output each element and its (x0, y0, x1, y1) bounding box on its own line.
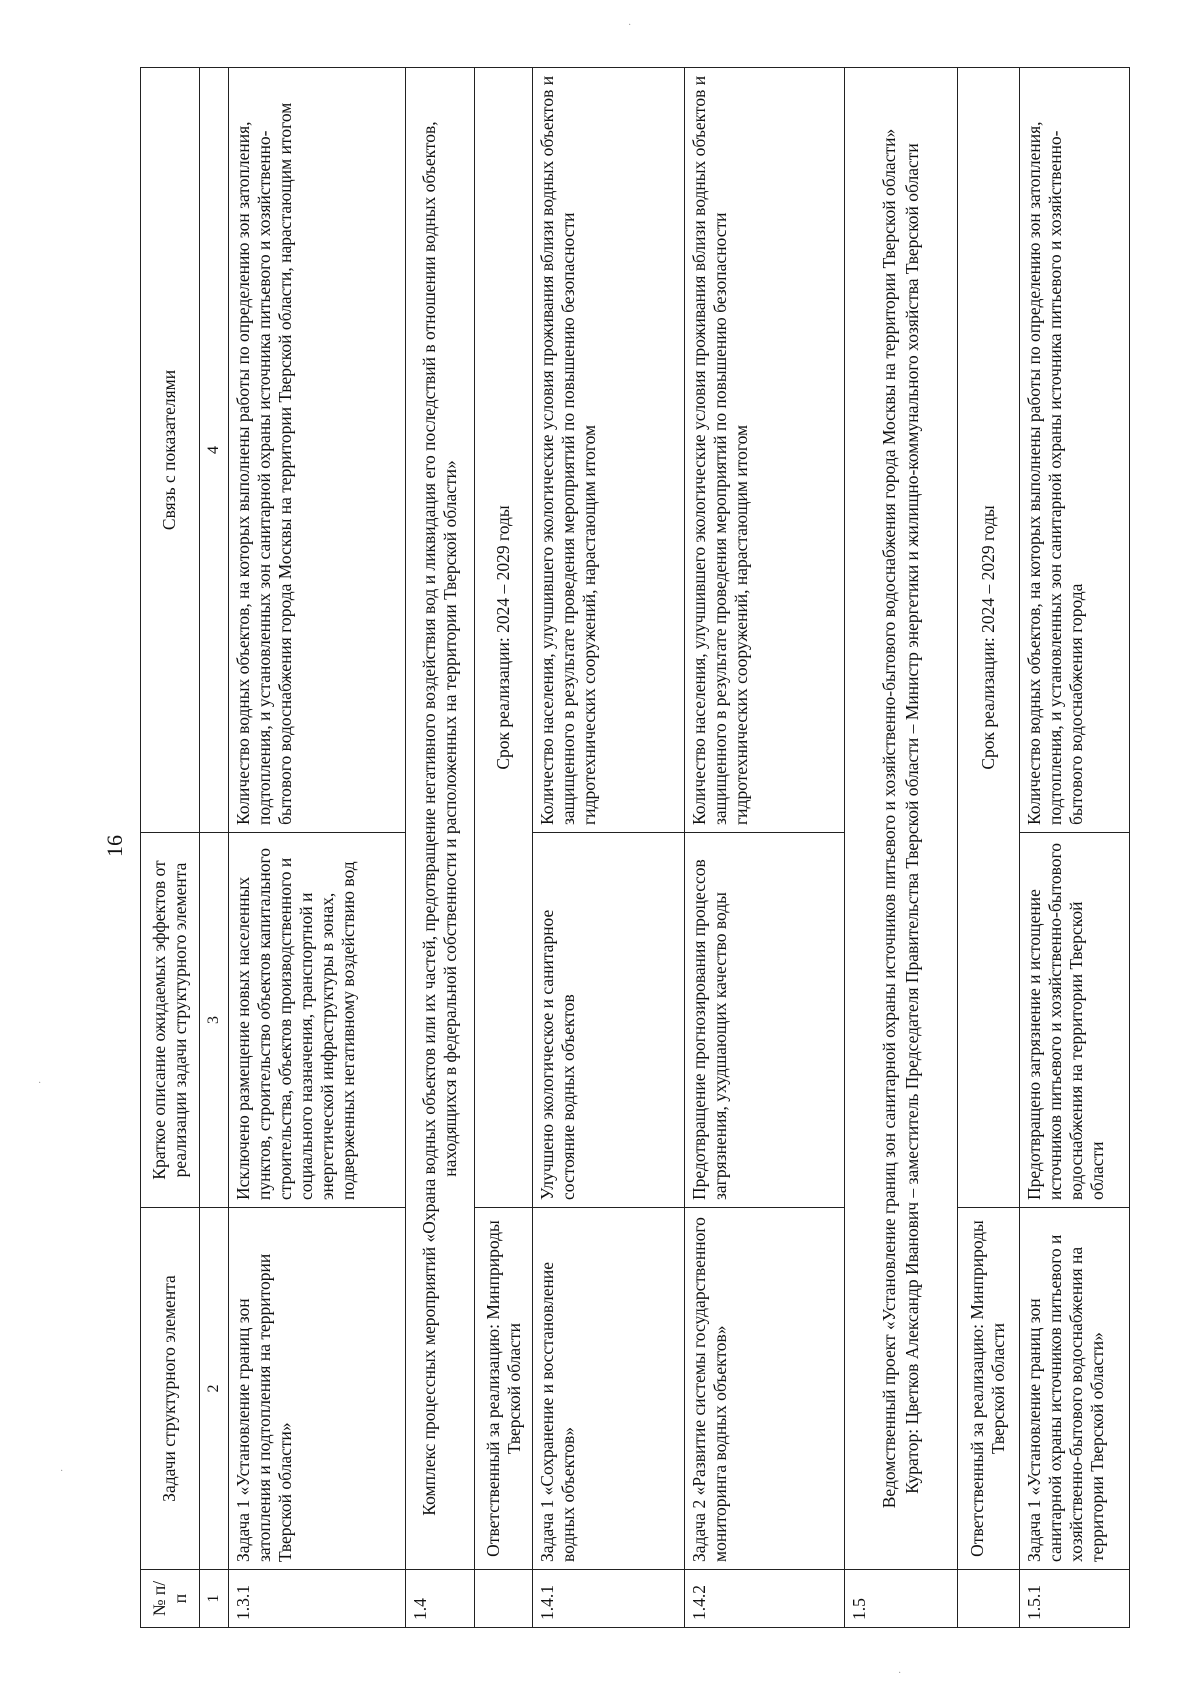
column-number: 4 (199, 68, 229, 833)
scan-speck: · (898, 1668, 902, 1679)
table-row-1-5 (845, 68, 957, 1628)
indicator-cell: Количество водных объектов, на которых выполнены работы по определению зон затопления, подтопления, и установленных зон санитарной охраны источника питьевого и хозяйственно-бытового водоснабжения города Москвы на территории Тверской области, нарастающим итогом (229, 68, 406, 833)
empty-cell (474, 1570, 533, 1628)
row-number: 1.5 (845, 1570, 957, 1628)
task-cell: Задача 2 «Развитие системы государственного мониторинга водных объектов» (684, 1208, 845, 1570)
row-number: 1.5.1 (1019, 1570, 1129, 1628)
scan-speck: · (38, 1078, 42, 1089)
responsible-cell: Ответственный за реализацию: Минприроды Тверской области (474, 1208, 533, 1570)
table-row-1-4 (406, 68, 475, 1628)
table-row-1-3-1 (229, 68, 406, 1628)
header-effects: Краткое описание ожидаемых эффектов от реализации задачи структурного элемента (141, 833, 200, 1208)
curator-text: Куратор: Цветков Александр Иванович – заместитель Председателя Правительства Тверской области – Министр энергетики и жилищно-коммунального хозяйства Тверской области (902, 143, 923, 1494)
row-number: 1.4.2 (684, 1570, 845, 1628)
effect-cell: Предотвращение прогнозирования процессов загрязнения, ухудшающих качество воды (684, 833, 845, 1208)
header-number: № п/п (141, 1570, 200, 1628)
scan-speck: · (60, 1466, 64, 1477)
empty-cell (957, 1570, 1019, 1628)
task-cell: Задача 1 «Установление границ зон затопления и подтопления на территории Тверской области» (229, 1208, 406, 1570)
scan-speck: · (628, 20, 632, 31)
structural-elements-table (140, 67, 1130, 1628)
indicator-cell: Количество населения, улучшившего экологические условия проживания вблизи водных объектов и защищенного в результате проведения мероприятий по повышению безопасности гидротехнических сооружений, нарастающим итогом (684, 68, 845, 833)
column-number: 2 (199, 1208, 229, 1570)
period-cell: Срок реализации: 2024 – 2029 годы (474, 68, 533, 1208)
table-header-row (141, 68, 200, 1628)
indicator-cell: Количество населения, улучшившего экологические условия проживания вблизи водных объектов и защищенного в результате проведения мероприятий по повышению безопасности гидротехнических сооружений, нарастающим итогом (533, 68, 684, 833)
task-cell: Задача 1 «Сохранение и восстановление водных объектов» (533, 1208, 684, 1570)
departmental-project-cell (845, 68, 957, 1570)
table-row-1-5-responsible (957, 68, 1019, 1628)
rotated-table-wrapper (140, 68, 1130, 1628)
table-row-1-4-1 (533, 68, 684, 1628)
task-cell: Задача 1 «Установление границ зон санитарной охраны источников питьевого и хозяйственно-бытового водоснабжения на территории Тверской области» (1019, 1208, 1129, 1570)
process-complex-title: Комплекс процессных мероприятий «Охрана водных объектов или их частей, предотвращение негативного воздействия вод и ликвидация его последствий в отношении водных объектов, находящихся в федеральной собственности и расположенных на территории Тверской области» (406, 68, 475, 1570)
row-number: 1.4.1 (533, 1570, 684, 1628)
departmental-project-title: Ведомственный проект «Установление границ зон санитарной охраны источников питьевого и хозяйственно-бытового водоснабжения города Москвы на территории Тверской области» (879, 128, 900, 1509)
page-number: 16 (102, 835, 127, 857)
table-row-1-5-1 (1019, 68, 1129, 1628)
responsible-cell: Ответственный за реализацию: Минприроды Тверской области (957, 1208, 1019, 1570)
effect-cell: Исключено размещение новых населенных пунктов, строительство объектов капитального строительства, объектов производственного и социального назначения, транспортной и энергетической инфраструктуры в зонах, подверженных негативному воздействию вод (229, 833, 406, 1208)
row-number: 1.4 (406, 1570, 475, 1628)
period-cell: Срок реализации: 2024 – 2029 годы (957, 68, 1019, 1208)
table-row-1-4-responsible (474, 68, 533, 1628)
effect-cell: Улучшено экологическое и санитарное состояние водных объектов (533, 833, 684, 1208)
effect-cell: Предотвращено загрязнение и истощение источников питьевого и хозяйственно-бытового водоснабжения на территории Тверской области (1019, 833, 1129, 1208)
header-indicators: Связь с показателями (141, 68, 200, 833)
header-tasks: Задачи структурного элемента (141, 1208, 200, 1570)
column-number: 1 (199, 1570, 229, 1628)
indicator-cell: Количество водных объектов, на которых выполнены работы по определению зон затопления, подтопления, и установленных зон санитарной охраны источника питьевого и хозяйственно-бытового водоснабжения города (1019, 68, 1129, 833)
table-row-1-4-2 (684, 68, 845, 1628)
row-number: 1.3.1 (229, 1570, 406, 1628)
column-numbers-row (199, 68, 229, 1628)
column-number: 3 (199, 833, 229, 1208)
